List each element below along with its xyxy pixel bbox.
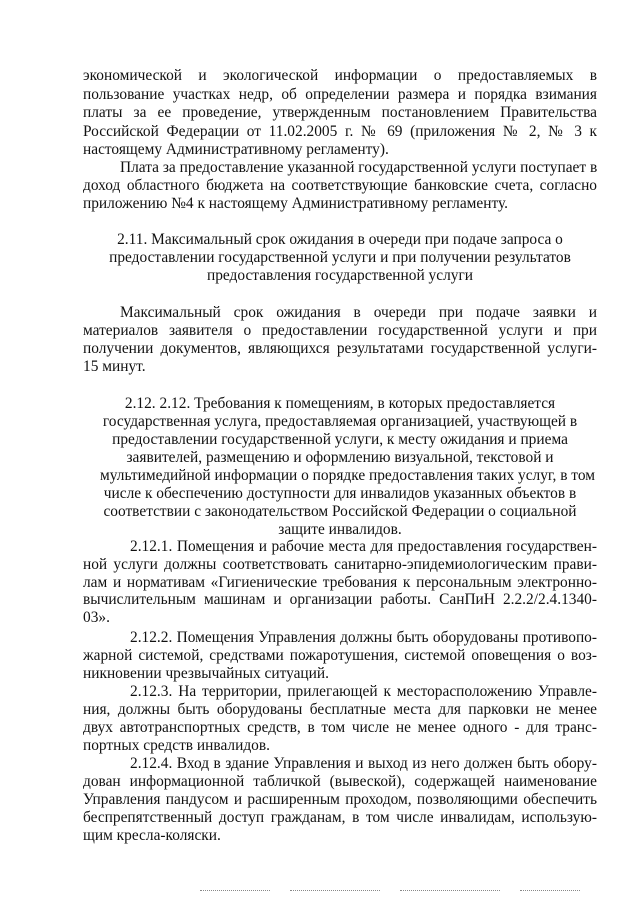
text-line-p4-l1: 2.12.1. Помещения и рабочие места для предоставления государствен- (130, 538, 597, 555)
text-line-p2-l3: приложению №4 к настоящему Административному регламенту. (83, 195, 508, 212)
text-line-p7-l5: щим кресла-коляски. (83, 827, 221, 844)
text-line-p3-l2: материалов заявителя о предоставлении государственной услуги и при (83, 322, 597, 339)
text-line-h2-l2: государственная услуга, предоставляемая организацией, участвующей в (102, 413, 578, 430)
text-line-p3-l3: получении документов, являющихся результатами государственной услуги- (83, 340, 597, 357)
text-line-p2-l2: доход областного бюджета на соответствующие банковские счета, согласно (83, 177, 597, 194)
text-line-h2-l7: соответствии с законодательством Российской Федерации о социальной (103, 503, 577, 520)
text-line-p7-l1: 2.12.4. Вход в здание Управления и выход из него должен быть обору- (130, 755, 597, 772)
text-line-h1-l1: 2.11. Максимальный срок ожидания в очереди при подаче запроса о (117, 231, 563, 248)
text-line-h2-l5: мультимедийной информации о порядке предоставления таких услуг, в том (100, 467, 595, 484)
text-line-p6-l4: портных средств инвалидов. (83, 737, 270, 754)
text-line-p5-l1: 2.12.2. Помещения Управления должны быть оборудованы противопо- (130, 629, 597, 646)
footer-dotted-marks (200, 890, 600, 896)
text-line-h2-l8: защите инвалидов. (278, 521, 402, 538)
text-line-h2-l1: 2.12. 2.12. Требования к помещениям, в которых предоставляется (124, 395, 556, 412)
text-line-h2-l6: числе к обеспечению доступности для инвалидов указанных объектов в (103, 485, 577, 502)
text-line-p6-l2: ния, должны быть оборудованы бесплатные места для парковки не менее (83, 701, 597, 718)
text-line-p5-l2: жарной системой, средствами пожаротушения, системой оповещения о воз- (83, 647, 597, 664)
text-line-p3-l4: 15 минут. (83, 358, 146, 375)
text-line-p4-l2: ной услуги должны соответствовать санитарно-эпидемиологическим прави- (83, 556, 597, 573)
text-line-h2-l3: предоставлении государственной услуги, к месту ожидания и приема (112, 431, 568, 448)
text-line-p7-l2: дован информационной табличкой (вывеской), содержащей наименование (83, 773, 597, 790)
text-line-p4-l5: 03». (83, 609, 110, 626)
text-line-p3-l1: Максимальный срок ожидания в очереди при подаче заявки и (120, 304, 597, 321)
text-line-p4-l3: лам и нормативам «Гигиенические требования к персональным электронно- (83, 574, 597, 591)
text-line-p6-l3: двух автотранспортных средств, в том числе не менее одного - для транс- (83, 719, 597, 736)
text-line-p7-l3: Управления пандусом и расширенным проходом, позволяющими обеспечить (83, 791, 597, 808)
text-line-p1-l2: пользование участках недр, об определении размера и порядка взимания (83, 86, 597, 103)
text-line-p2-l1: Плата за предоставление указанной государственной услуги поступает в (120, 159, 598, 176)
text-line-p1-l4: Российской Федерации от 11.02.2005 г. № 69 (приложения № 2, № 3 к (83, 123, 597, 140)
text-line-p7-l4: беспрепятственный доступ гражданам, в том числе инвалидам, использую- (83, 809, 597, 826)
text-line-p5-l3: никновении чрезвычайных ситуаций. (83, 665, 329, 682)
text-line-h1-l3: предоставления государственной услуги (206, 267, 473, 284)
text-line-p1-l1: экономической и экологической информации о предоставляемых в (83, 67, 597, 84)
text-line-p6-l1: 2.12.3. На территории, прилегающей к месторасположению Управле- (130, 683, 597, 700)
text-line-p1-l5: настоящему Административному регламенту). (83, 141, 389, 158)
text-line-p4-l4: вычислительным машинам и организации работы. СанПиН 2.2.2/2.4.1340- (83, 591, 597, 608)
text-line-p1-l3: платы за ее проведение, утвержденным постановлением Правительства (83, 104, 597, 121)
text-line-h2-l4: заявителей, размещению и оформлению визуальной, текстовой и (126, 449, 554, 466)
text-line-h1-l2: предоставлении государственной услуги и при получении результатов (109, 249, 571, 266)
